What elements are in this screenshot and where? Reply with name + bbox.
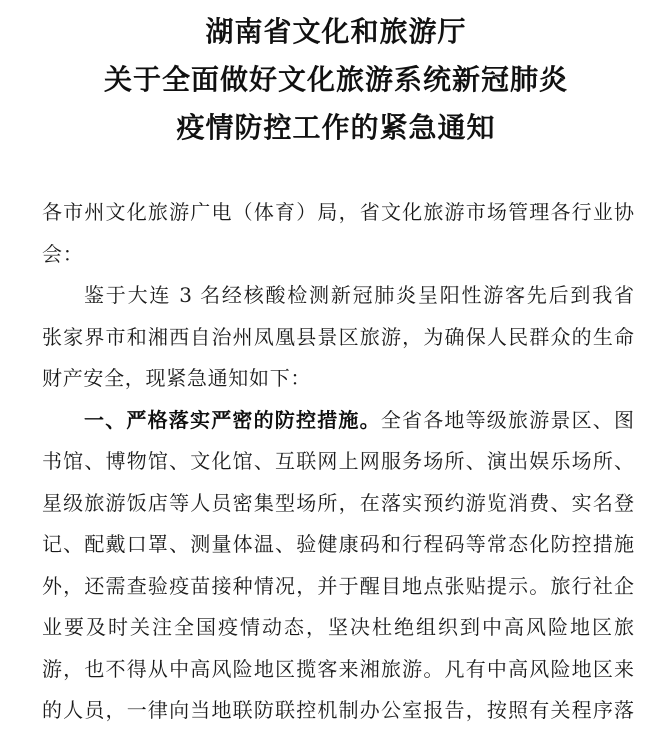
intro-paragraph [42, 275, 634, 400]
section-1-paragraph [42, 400, 634, 732]
title-line-subject-continued: 疫情防控工作的紧急通知 [176, 111, 496, 144]
intro-line: 财产安全，现紧急通知如下： [42, 366, 312, 390]
section-1-line: 星级旅游饭店等人员密集型场所，在落实预约游览消费、实名登 [42, 490, 634, 515]
section-1-line: 游，也不得从中高风险地区揽客来湘旅游。凡有中高风险地区来 [42, 656, 634, 681]
title-line-issuer: 湖南省文化和旅游厅 [205, 15, 467, 48]
salutation-line: 各市州文化旅游广电（体育）局，省文化旅游市场管理各行业协 [42, 200, 634, 224]
section-1-line: 记、配戴口罩、测量体温、验健康码和行程码等常态化防控措施 [42, 532, 634, 556]
section-1-line: 书馆、博物馆、文化馆、互联网上网服务场所、演出娱乐场所、 [42, 449, 634, 473]
section-1-line: 业要及时关注全国疫情动态，坚决杜绝组织到中高风险地区旅 [42, 615, 634, 639]
section-1-text: 全省各地等级旅游景区、图 [380, 407, 635, 432]
salutation-paragraph [42, 192, 634, 275]
intro-line: 鉴于大连 3 名经核酸检测新冠肺炎呈阳性游客先后到我省 [84, 283, 634, 307]
document-title [0, 8, 672, 152]
section-1-first-line [42, 400, 634, 442]
title-line-subject: 关于全面做好文化旅游系统新冠肺炎 [103, 63, 568, 96]
salutation-line: 会： [42, 241, 84, 266]
section-1-line: 的人员，一律向当地联防联控机制办公室报告，按照有关程序落 [42, 698, 634, 722]
intro-line: 张家界市和湘西自治州凤凰县景区旅游，为确保人民群众的生命 [42, 324, 634, 349]
document-body [42, 192, 634, 732]
section-1-line: 外，还需查验疫苗接种情况，并于醒目地点张贴提示。旅行社企 [42, 573, 634, 598]
section-1-heading: 一、严格落实严密的防控措施。 [84, 407, 381, 432]
